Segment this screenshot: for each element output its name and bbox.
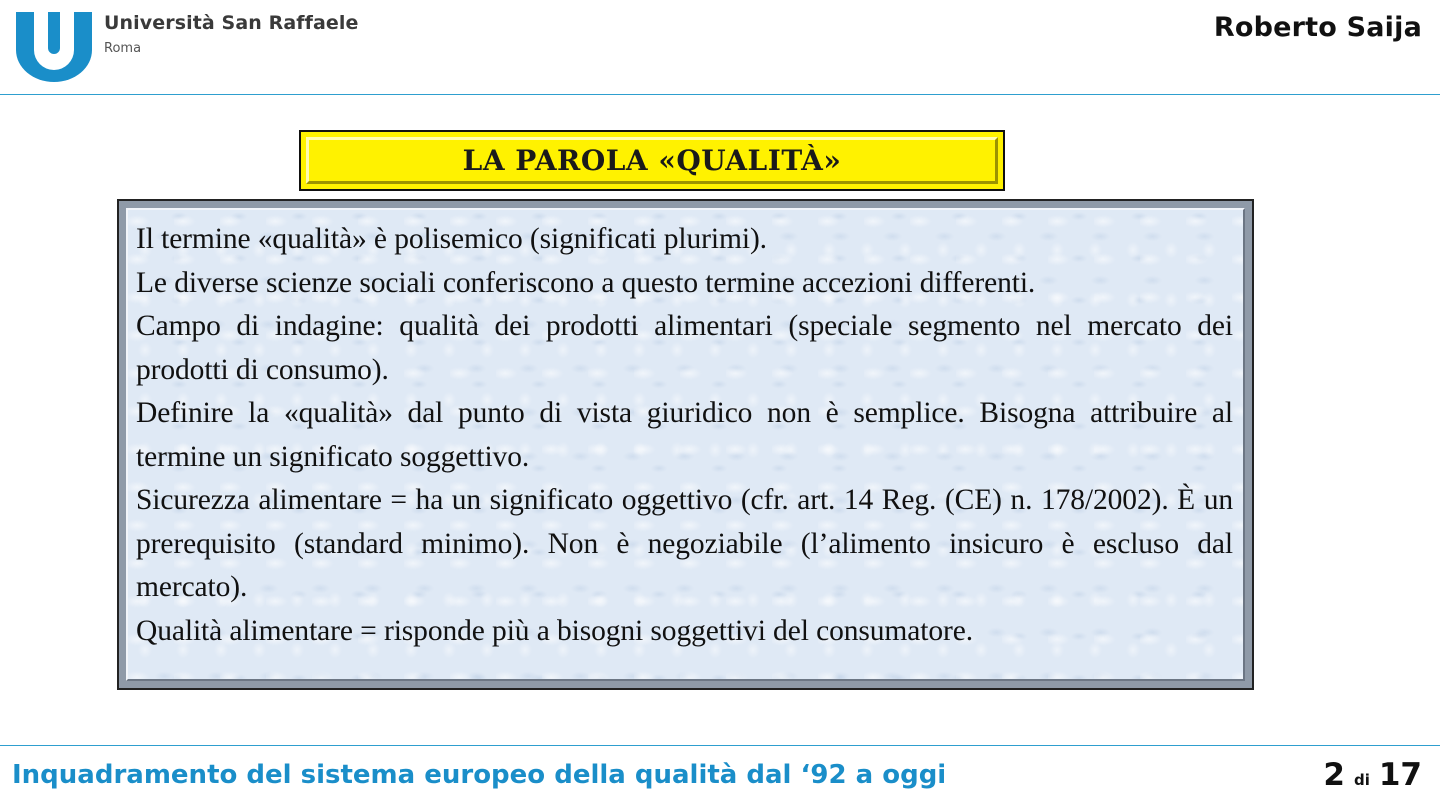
- footer-divider: [0, 745, 1440, 746]
- paragraph-campo-indagine: Campo di indagine: qualità dei prodotti alimentari (speciale segmento nel mercato dei prodotti di consumo).: [136, 310, 1233, 386]
- paragraph-polisemico: Il termine «qualità» è polisemico (significati plurimi).: [136, 223, 767, 255]
- page-current: 2: [1323, 757, 1345, 793]
- university-name: Università San Raffaele: [104, 12, 359, 34]
- page-indicator: [1323, 757, 1422, 793]
- slide-title-inner: [306, 137, 998, 184]
- slide-title-box: [299, 130, 1005, 191]
- slide-title: LA PAROLA «QUALITÀ»: [462, 143, 842, 177]
- content-inner: [126, 208, 1245, 681]
- paragraph-scienze-sociali: Le diverse scienze sociali conferiscono a questo termine accezioni differenti.: [136, 266, 1036, 299]
- page-separator: di: [1353, 771, 1370, 789]
- university-logo-icon: [14, 10, 94, 84]
- content-box: [117, 199, 1254, 690]
- header-divider: [0, 94, 1440, 95]
- paragraph-qualita-alimentare: Qualità alimentare = risponde più a bisogni soggettivi del consumatore.: [136, 614, 973, 647]
- author-name: Roberto Saija: [1213, 12, 1422, 43]
- paragraph-sicurezza-alimentare: Sicurezza alimentare = ha un significato oggettivo (cfr. art. 14 Reg. (CE) n. 178/2002). È un prerequisito (standard minimo). Non è negoziabile (l’alimento insicuro è escluso dal mercato).: [136, 484, 1233, 603]
- course-title: Inquadramento del sistema europeo della qualità dal ‘92 a oggi: [12, 760, 947, 790]
- paragraph-definizione-giuridica: Definire la «qualità» dal punto di vista giuridico non è semplice. Bisogna attribuire al termine un significato soggettivo.: [136, 397, 1233, 473]
- university-city: Roma: [104, 41, 142, 56]
- page-total: 17: [1378, 757, 1422, 793]
